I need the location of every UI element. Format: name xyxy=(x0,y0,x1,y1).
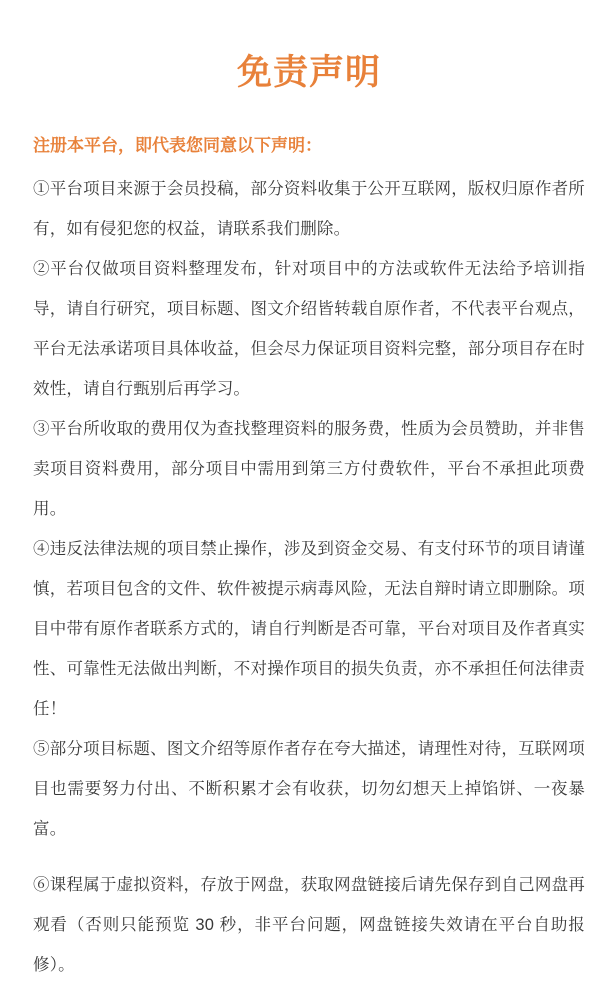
disclaimer-item-4: ④违反法律法规的项目禁止操作，涉及到资金交易、有支付环节的项目请谨慎，若项目包含的文件、软件被提示病毒风险，无法自辩时请立即删除。项目中带有原作者联系方式的，请自行判断是否可靠，平台对项目及作者真实性、可靠性无法做出判断，不对操作项目的损失负责，亦不承担任何法律责任！ xyxy=(33,540,585,719)
disclaimer-body xyxy=(33,169,585,985)
disclaimer-item-3: ③平台所收取的费用仅为查找整理资料的服务费，性质为会员赞助，并非售卖项目资料费用，部分项目中需用到第三方付费软件，平台不承担此项费用。 xyxy=(33,420,585,519)
disclaimer-item-5: ⑤部分项目标题、图文介绍等原作者存在夸大描述，请理性对待，互联网项目也需要努力付出、不断积累才会有收获，切勿幻想天上掉馅饼、一夜暴富。 xyxy=(33,740,585,839)
disclaimer-item-2: ②平台仅做项目资料整理发布，针对项目中的方法或软件无法给予培训指导，请自行研究，项目标题、图文介绍皆转载自原作者，不代表平台观点，平台无法承诺项目具体收益，但会尽力保证项目资料完整，部分项目存在时效性，请自行甄别后再学习。 xyxy=(33,260,585,399)
disclaimer-item-1: ①平台项目来源于会员投稿，部分资料收集于公开互联网，版权归原作者所有，如有侵犯您的权益，请联系我们删除。 xyxy=(33,180,585,239)
disclaimer-item-6: ⑥课程属于虚拟资料，存放于网盘，获取网盘链接后请先保存到自己网盘再观看（否则只能预览 30 秒，非平台问题，网盘链接失效请在平台自助报修）。 xyxy=(33,876,585,975)
intro-statement: 注册本平台，即代表您同意以下声明： xyxy=(33,136,322,155)
page-title: 免责声明 xyxy=(236,53,381,92)
